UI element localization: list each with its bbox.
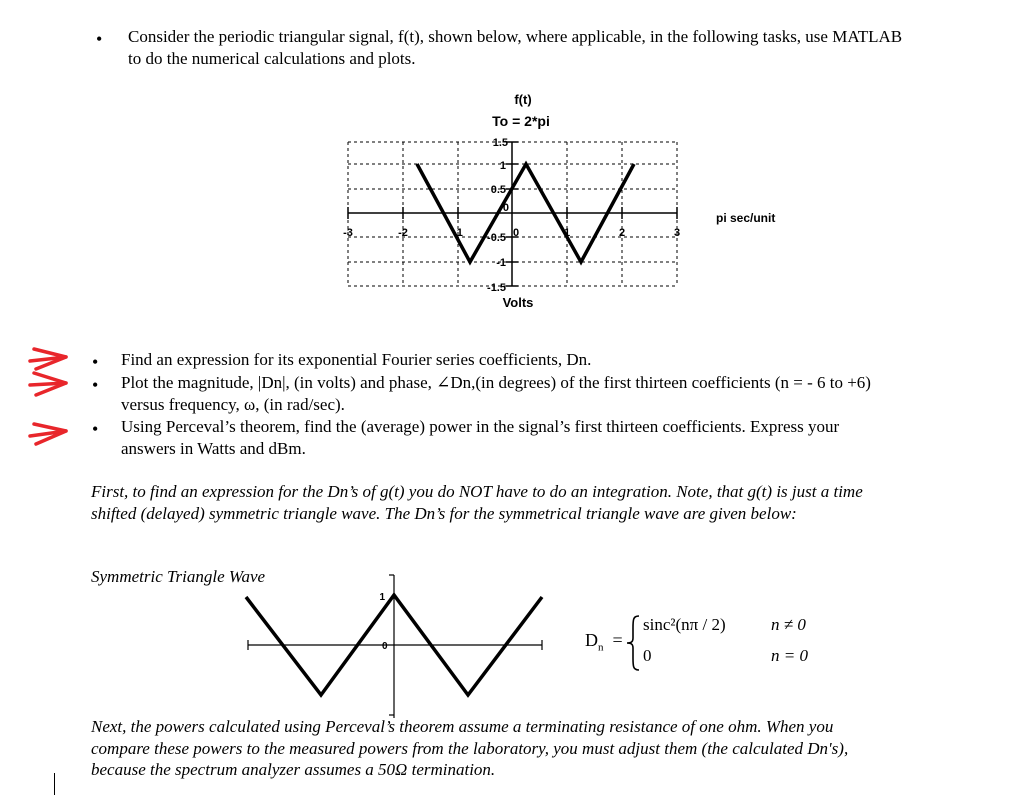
y-tick: -1 xyxy=(496,257,506,269)
task-item: Plot the magnitude, |Dn|, (in volts) and phase, ∠Dn,(in degrees) of the first thirteen coefficients (n = - 6 to +6) versus frequency, ω, (in rad/sec). xyxy=(121,373,871,414)
x-tick: 1 xyxy=(563,227,571,239)
red-arrow-icon xyxy=(30,373,66,395)
x-unit-label: pi sec/unit xyxy=(716,211,776,225)
dn-formula: $D_n$ = sinc²(nπ / 2) n ≠ 0 0 n = 0 xyxy=(585,610,845,674)
bullet-dot: • xyxy=(92,352,99,372)
figure-title: f(t) xyxy=(514,92,532,107)
note-paragraph: Next, the powers calculated using Perceval’s theorem assume a terminating resistance of one ohm. When you compare these powers to the measured powers from the laboratory, you must adjust them (the calculated Dn's), because the spectrum analyzer assumes a 50Ω termination. xyxy=(91,717,849,779)
symmetric-triangle-figure xyxy=(240,570,550,720)
y-tick: -1.5 xyxy=(487,282,506,294)
task-item: Using Perceval’s theorem, find the (average) power in the signal’s first thirteen coefficients. Express your answers in Watts and dBm. xyxy=(121,417,840,458)
curly-brace xyxy=(625,614,643,672)
text-cursor xyxy=(54,773,55,795)
x-tick: -2 xyxy=(398,227,408,239)
y-tick: -0.5 xyxy=(487,232,506,244)
bullet-dot: • xyxy=(92,419,99,439)
x-tick: -3 xyxy=(343,227,353,239)
note-paragraph: First, to find an expression for the Dn’s of g(t) you do NOT have to do an integration. Note, that g(t) is just a time shifted (delayed) symmetric triangle wave. The Dn’s for the symmetrical triangle wave are given below: xyxy=(91,482,863,523)
figure-caption: Symmetric Triangle Wave xyxy=(91,567,266,586)
bullet-dot: • xyxy=(96,29,103,49)
red-arrow-icon xyxy=(30,424,66,444)
y-tick: 0 xyxy=(502,202,509,214)
y-tick: 1.5 xyxy=(492,137,508,149)
formula-lhs: D xyxy=(585,630,598,650)
red-arrow-icon xyxy=(30,349,66,369)
period-label: To = 2*pi xyxy=(492,113,550,129)
bullet-dot: • xyxy=(92,375,99,395)
origin-label: 0 xyxy=(382,641,388,652)
signal-figure xyxy=(330,85,800,315)
case2-expression: 0 xyxy=(643,646,652,665)
y-tick: 0.5 xyxy=(490,184,506,196)
x-tick: 3 xyxy=(673,227,681,239)
x-tick: -1 xyxy=(453,227,463,239)
formula-subscript: n xyxy=(598,641,604,654)
y-tick: 1 xyxy=(379,592,385,603)
case1-condition: n ≠ 0 xyxy=(771,615,806,634)
y-unit-label: Volts xyxy=(502,295,534,310)
x-tick: 0 xyxy=(512,227,520,239)
x-tick: 2 xyxy=(618,227,626,239)
case2-condition: n = 0 xyxy=(771,646,808,665)
annotation-arrows xyxy=(26,345,76,460)
task-item: Find an expression for its exponential Fourier series coefficients, Dn. xyxy=(121,350,592,369)
y-tick: 1 xyxy=(499,160,506,172)
case1-expression: sinc²(nπ / 2) xyxy=(643,615,726,634)
intro-paragraph: Consider the periodic triangular signal, f(t), shown below, where applicable, in the following tasks, use MATLAB to do the numerical calculations and plots. xyxy=(128,27,903,68)
